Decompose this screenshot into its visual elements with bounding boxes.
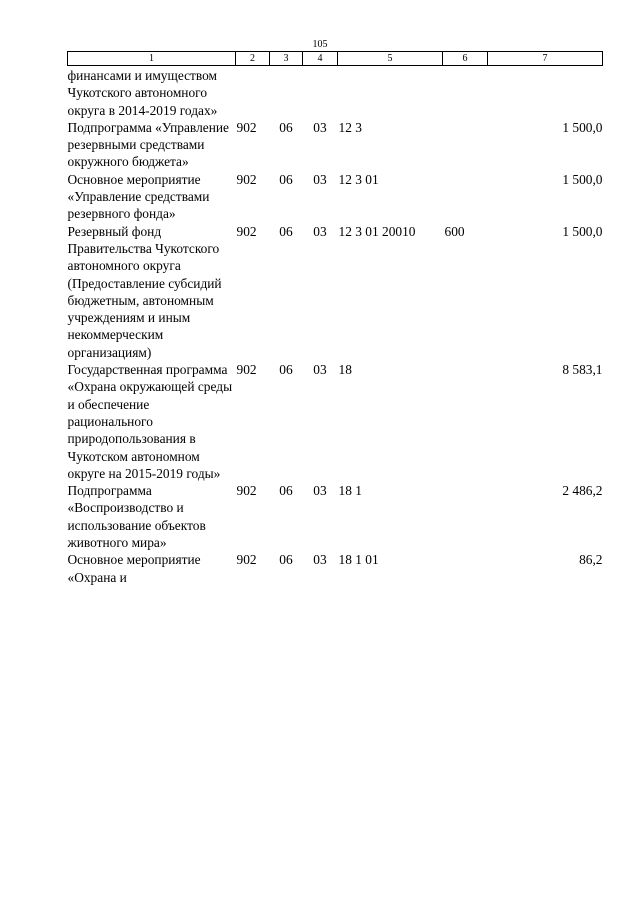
row-code-section (270, 66, 303, 119)
row-code-target: 12 3 01 20010 (338, 223, 416, 239)
row-code-subsection: 03 (313, 171, 327, 187)
col-header-1: 1 (68, 52, 236, 66)
row-amount: 8 583,1 (562, 362, 603, 378)
row-code-target: 12 3 (338, 119, 362, 135)
row-code-expense-type (443, 482, 488, 551)
row-code-target: 12 3 01 (338, 171, 379, 187)
row-amount (488, 66, 603, 119)
budget-table (67, 51, 603, 586)
row-code-expense-type (443, 119, 488, 171)
col-header-5: 5 (338, 52, 443, 66)
table-body (68, 66, 603, 586)
col-header-4: 4 (303, 52, 338, 66)
row-code-ministry: 902 (236, 483, 257, 499)
row-amount: 1 500,0 (562, 223, 603, 239)
row-code-subsection: 03 (313, 362, 327, 378)
row-amount: 2 486,2 (562, 483, 603, 499)
row-code-section: 06 (279, 483, 293, 499)
row-code-subsection: 03 (313, 223, 327, 239)
table-row (68, 361, 603, 482)
row-code-expense-type (443, 66, 488, 119)
row-code-target (338, 66, 443, 119)
row-amount: 1 500,0 (562, 171, 603, 187)
row-code-expense-type (443, 361, 488, 482)
table-row (68, 223, 603, 361)
row-code-ministry: 902 (236, 552, 257, 568)
row-name: Основное мероприятие «Охрана и (67, 552, 201, 585)
col-header-6: 6 (443, 52, 488, 66)
table-row (68, 482, 603, 551)
row-name: Подпрограмма «Воспроизводство и использование объектов животного мира» (67, 483, 206, 551)
table-header (68, 52, 603, 66)
row-code-ministry (236, 66, 270, 119)
row-amount: 1 500,0 (562, 119, 603, 135)
row-code-ministry: 902 (236, 223, 257, 239)
row-code-target: 18 1 01 (338, 552, 379, 568)
col-header-7: 7 (488, 52, 603, 66)
row-code-section: 06 (279, 171, 293, 187)
col-header-2: 2 (236, 52, 270, 66)
table-row (68, 171, 603, 223)
row-code-ministry: 902 (236, 362, 257, 378)
row-name: Основное мероприятие «Управление средствами резервного фонда» (67, 171, 210, 222)
row-name: финансами и имуществом Чукотского автономного округа в 2014-2019 годах» (67, 68, 218, 118)
row-code-expense-type (443, 551, 488, 586)
row-code-subsection: 03 (313, 119, 327, 135)
row-code-section: 06 (279, 119, 293, 135)
row-code-expense-type: 600 (444, 223, 465, 239)
row-code-expense-type (443, 171, 488, 223)
row-code-ministry: 902 (236, 119, 257, 135)
row-code-subsection (303, 66, 338, 119)
table-row (68, 66, 603, 119)
row-code-subsection: 03 (313, 552, 327, 568)
row-code-target: 18 1 (338, 483, 362, 499)
row-amount: 86,2 (579, 552, 603, 568)
table-row (68, 119, 603, 171)
page-number: 105 (312, 39, 328, 50)
row-code-section: 06 (279, 223, 293, 239)
row-name: Подпрограмма «Управление резервными средствами окружного бюджета» (67, 119, 229, 170)
row-name: Резервный фонд Правительства Чукотского автономного округа (Предоставление субсидий бюджетным, автономным учреждениям и иным некоммерческим организациям) (67, 223, 222, 360)
row-code-subsection: 03 (313, 483, 327, 499)
row-name: Государственная программа «Охрана окружающей среды и обеспечение рационального природопользования в Чукотском автономном округе на 2015-2019 годы» (67, 362, 233, 481)
row-code-target: 18 (338, 362, 352, 378)
header-row (68, 52, 603, 66)
row-code-ministry: 902 (236, 171, 257, 187)
row-code-section: 06 (279, 552, 293, 568)
col-header-3: 3 (270, 52, 303, 66)
row-code-section: 06 (279, 362, 293, 378)
table-row (68, 551, 603, 586)
